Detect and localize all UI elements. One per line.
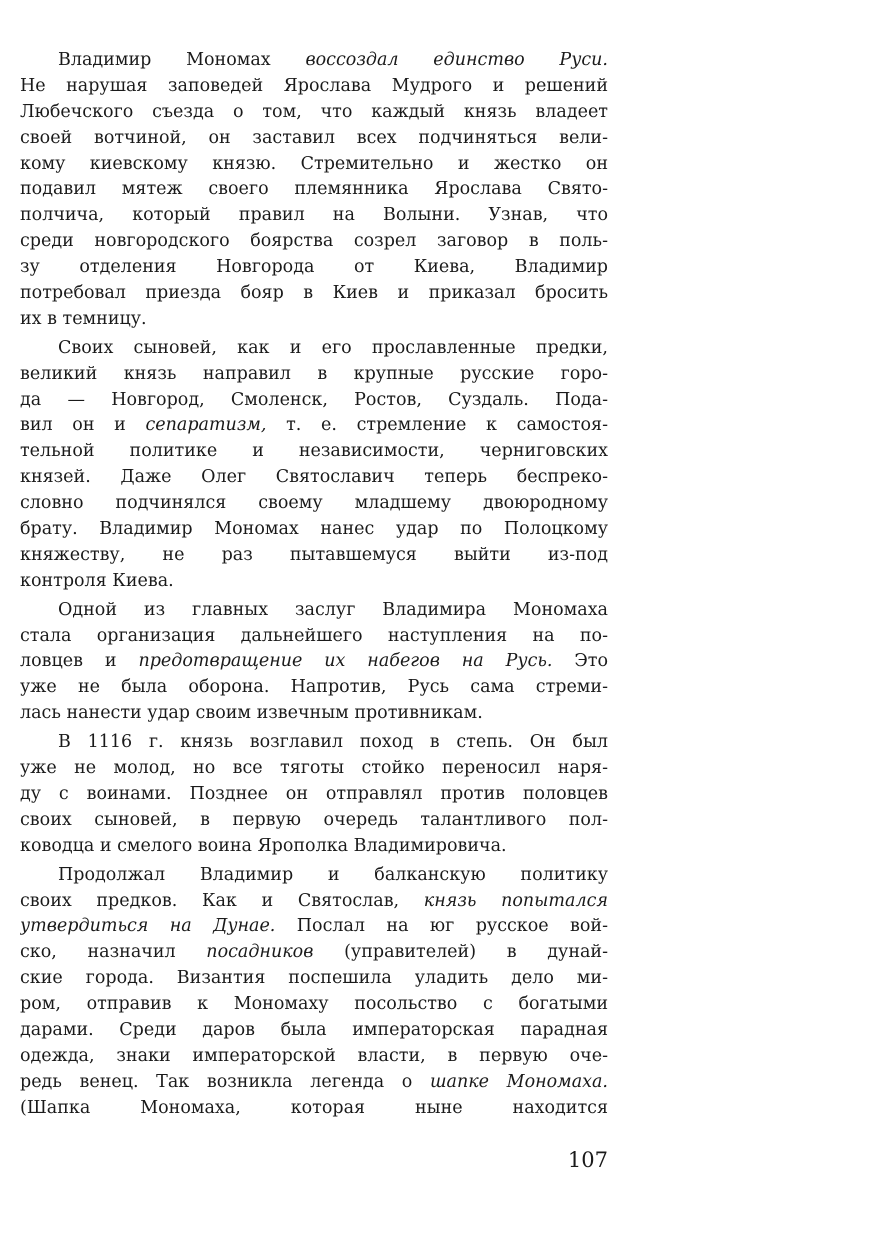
- text-run: кому киевскому князю. Стремительно и жестко он: [20, 153, 608, 174]
- text-line: [20, 1096, 608, 1122]
- text-line: [20, 863, 608, 889]
- text-line: [20, 229, 608, 255]
- italic-phrase: сепаратизм,: [145, 415, 267, 436]
- text-run: ководца и смелого воина Ярополка Владимировича.: [20, 835, 507, 856]
- text-run: дарами. Среди даров была императорская парадная: [20, 1019, 608, 1040]
- book-page-text: [20, 48, 608, 1125]
- text-line: [20, 491, 608, 517]
- text-run: одежда, знаки императорской власти, в первую оче-: [20, 1045, 608, 1066]
- paragraph: [20, 598, 608, 727]
- text-line: [20, 281, 608, 307]
- text-run: подавил мятеж своего племянника Ярослава Свято-: [20, 179, 608, 200]
- text-run: своей вотчиной, он заставил всех подчиняться вели-: [20, 127, 608, 148]
- text-line: [20, 388, 608, 414]
- text-line: [20, 336, 608, 362]
- text-run: их в темницу.: [20, 308, 147, 329]
- text-run: лась нанести удар своим извечным противникам.: [20, 703, 483, 724]
- text-run: вил он и: [20, 415, 146, 436]
- text-line: [20, 413, 608, 439]
- text-line: [20, 1044, 608, 1070]
- text-run: тельной политике и независимости, черниговских: [20, 441, 608, 462]
- text-line: [20, 255, 608, 281]
- text-line: [20, 992, 608, 1018]
- text-line: [20, 624, 608, 650]
- text-run: Любечского съезда о том, что каждый князь владеет: [20, 101, 608, 122]
- text-run: уже не молод, но все тяготы стойко переносил наря-: [20, 758, 608, 779]
- text-run: (Шапка Мономаха, которая ныне находится: [20, 1097, 608, 1118]
- text-line: [20, 756, 608, 782]
- text-line: [20, 649, 608, 675]
- text-line: [20, 889, 608, 915]
- italic-phrase: воссоздал единство Руси.: [305, 50, 608, 70]
- text-run: Послал на юг русское вой-: [275, 916, 608, 937]
- text-run: контроля Киева.: [20, 570, 174, 591]
- text-run: княжеству, не раз пытавшемуся выйти из-под: [20, 544, 608, 565]
- text-run: Одной из главных заслуг Владимира Мономаха: [58, 599, 608, 620]
- paragraph: [20, 863, 608, 1122]
- text-run: словно подчинялся своему младшему двоюродному: [20, 493, 608, 514]
- text-run: среди новгородского боярства созрел заговор в поль-: [20, 231, 608, 252]
- text-line: [20, 439, 608, 465]
- text-run: ские города. Византия поспешила уладить дело ми-: [20, 968, 608, 989]
- text-run: своих предков. Как и Святослав,: [20, 890, 424, 911]
- text-line: [20, 100, 608, 126]
- text-run: полчича, который правил на Волыни. Узнав, что: [20, 205, 608, 226]
- text-run: (управителей) в дунай-: [313, 942, 608, 963]
- text-run: редь венец. Так возникла легенда о: [20, 1071, 430, 1092]
- italic-phrase: утвердиться на Дунае.: [20, 916, 276, 937]
- text-line: [20, 808, 608, 834]
- text-line: [20, 203, 608, 229]
- text-line: [20, 126, 608, 152]
- text-run: своих сыновей, в первую очередь талантливого пол-: [20, 809, 608, 830]
- text-line: [20, 152, 608, 178]
- text-run: Владимир Мономах: [58, 50, 306, 70]
- text-line: [20, 914, 608, 940]
- text-run: В 1116 г. князь возглавил поход в степь. Он был: [58, 732, 608, 753]
- text-line: [20, 543, 608, 569]
- text-run: ду с воинами. Позднее он отправлял против половцев: [20, 783, 608, 804]
- italic-phrase: князь попытался: [423, 890, 608, 911]
- text-line: [20, 701, 608, 727]
- italic-phrase: посадников: [206, 942, 314, 963]
- text-run: ско, назначил: [20, 942, 207, 963]
- text-run: да — Новгород, Смоленск, Ростов, Суздаль. Пода-: [20, 389, 608, 410]
- paragraph: [20, 730, 608, 859]
- text-run: Продолжал Владимир и балканскую политику: [58, 864, 608, 885]
- text-line: [20, 782, 608, 808]
- text-line: [20, 74, 608, 100]
- text-line: [20, 940, 608, 966]
- text-line: [20, 730, 608, 756]
- text-line: [20, 569, 608, 595]
- text-line: [20, 465, 608, 491]
- italic-phrase: шапке Мономаха.: [429, 1071, 608, 1092]
- text-run: князей. Даже Олег Святославич теперь беспреко-: [20, 467, 608, 488]
- text-line: [20, 598, 608, 624]
- text-run: т. е. стремление к самостоя-: [266, 415, 608, 436]
- text-line: [20, 675, 608, 701]
- text-line: [20, 177, 608, 203]
- text-run: Не нарушая заповедей Ярослава Мудрого и решений: [20, 75, 608, 96]
- text-run: стала организация дальнейшего наступления на по-: [20, 625, 608, 646]
- text-run: потребовал приезда бояр в Киев и приказал бросить: [20, 283, 608, 304]
- text-line: [20, 48, 608, 74]
- paragraph: [20, 48, 608, 333]
- text-run: ловцев и: [20, 651, 139, 672]
- text-run: уже не была оборона. Напротив, Русь сама стреми-: [20, 677, 608, 698]
- text-line: [20, 1070, 608, 1096]
- text-run: Это: [552, 651, 608, 672]
- text-run: Своих сыновей, как и его прославленные предки,: [58, 337, 608, 358]
- text-run: великий князь направил в крупные русские горо-: [20, 363, 608, 384]
- text-run: брату. Владимир Мономах нанес удар по Полоцкому: [20, 519, 608, 540]
- text-run: ром, отправив к Мономаху посольство с богатыми: [20, 994, 608, 1015]
- text-line: [20, 966, 608, 992]
- page-number: 107: [567, 1148, 608, 1172]
- paragraph: [20, 336, 608, 595]
- text-run: зу отделения Новгорода от Киева, Владимир: [20, 257, 608, 278]
- text-line: [20, 307, 608, 333]
- italic-phrase: предотвращение их набегов на Русь.: [138, 651, 553, 672]
- text-line: [20, 1018, 608, 1044]
- text-line: [20, 834, 608, 860]
- text-line: [20, 362, 608, 388]
- text-line: [20, 517, 608, 543]
